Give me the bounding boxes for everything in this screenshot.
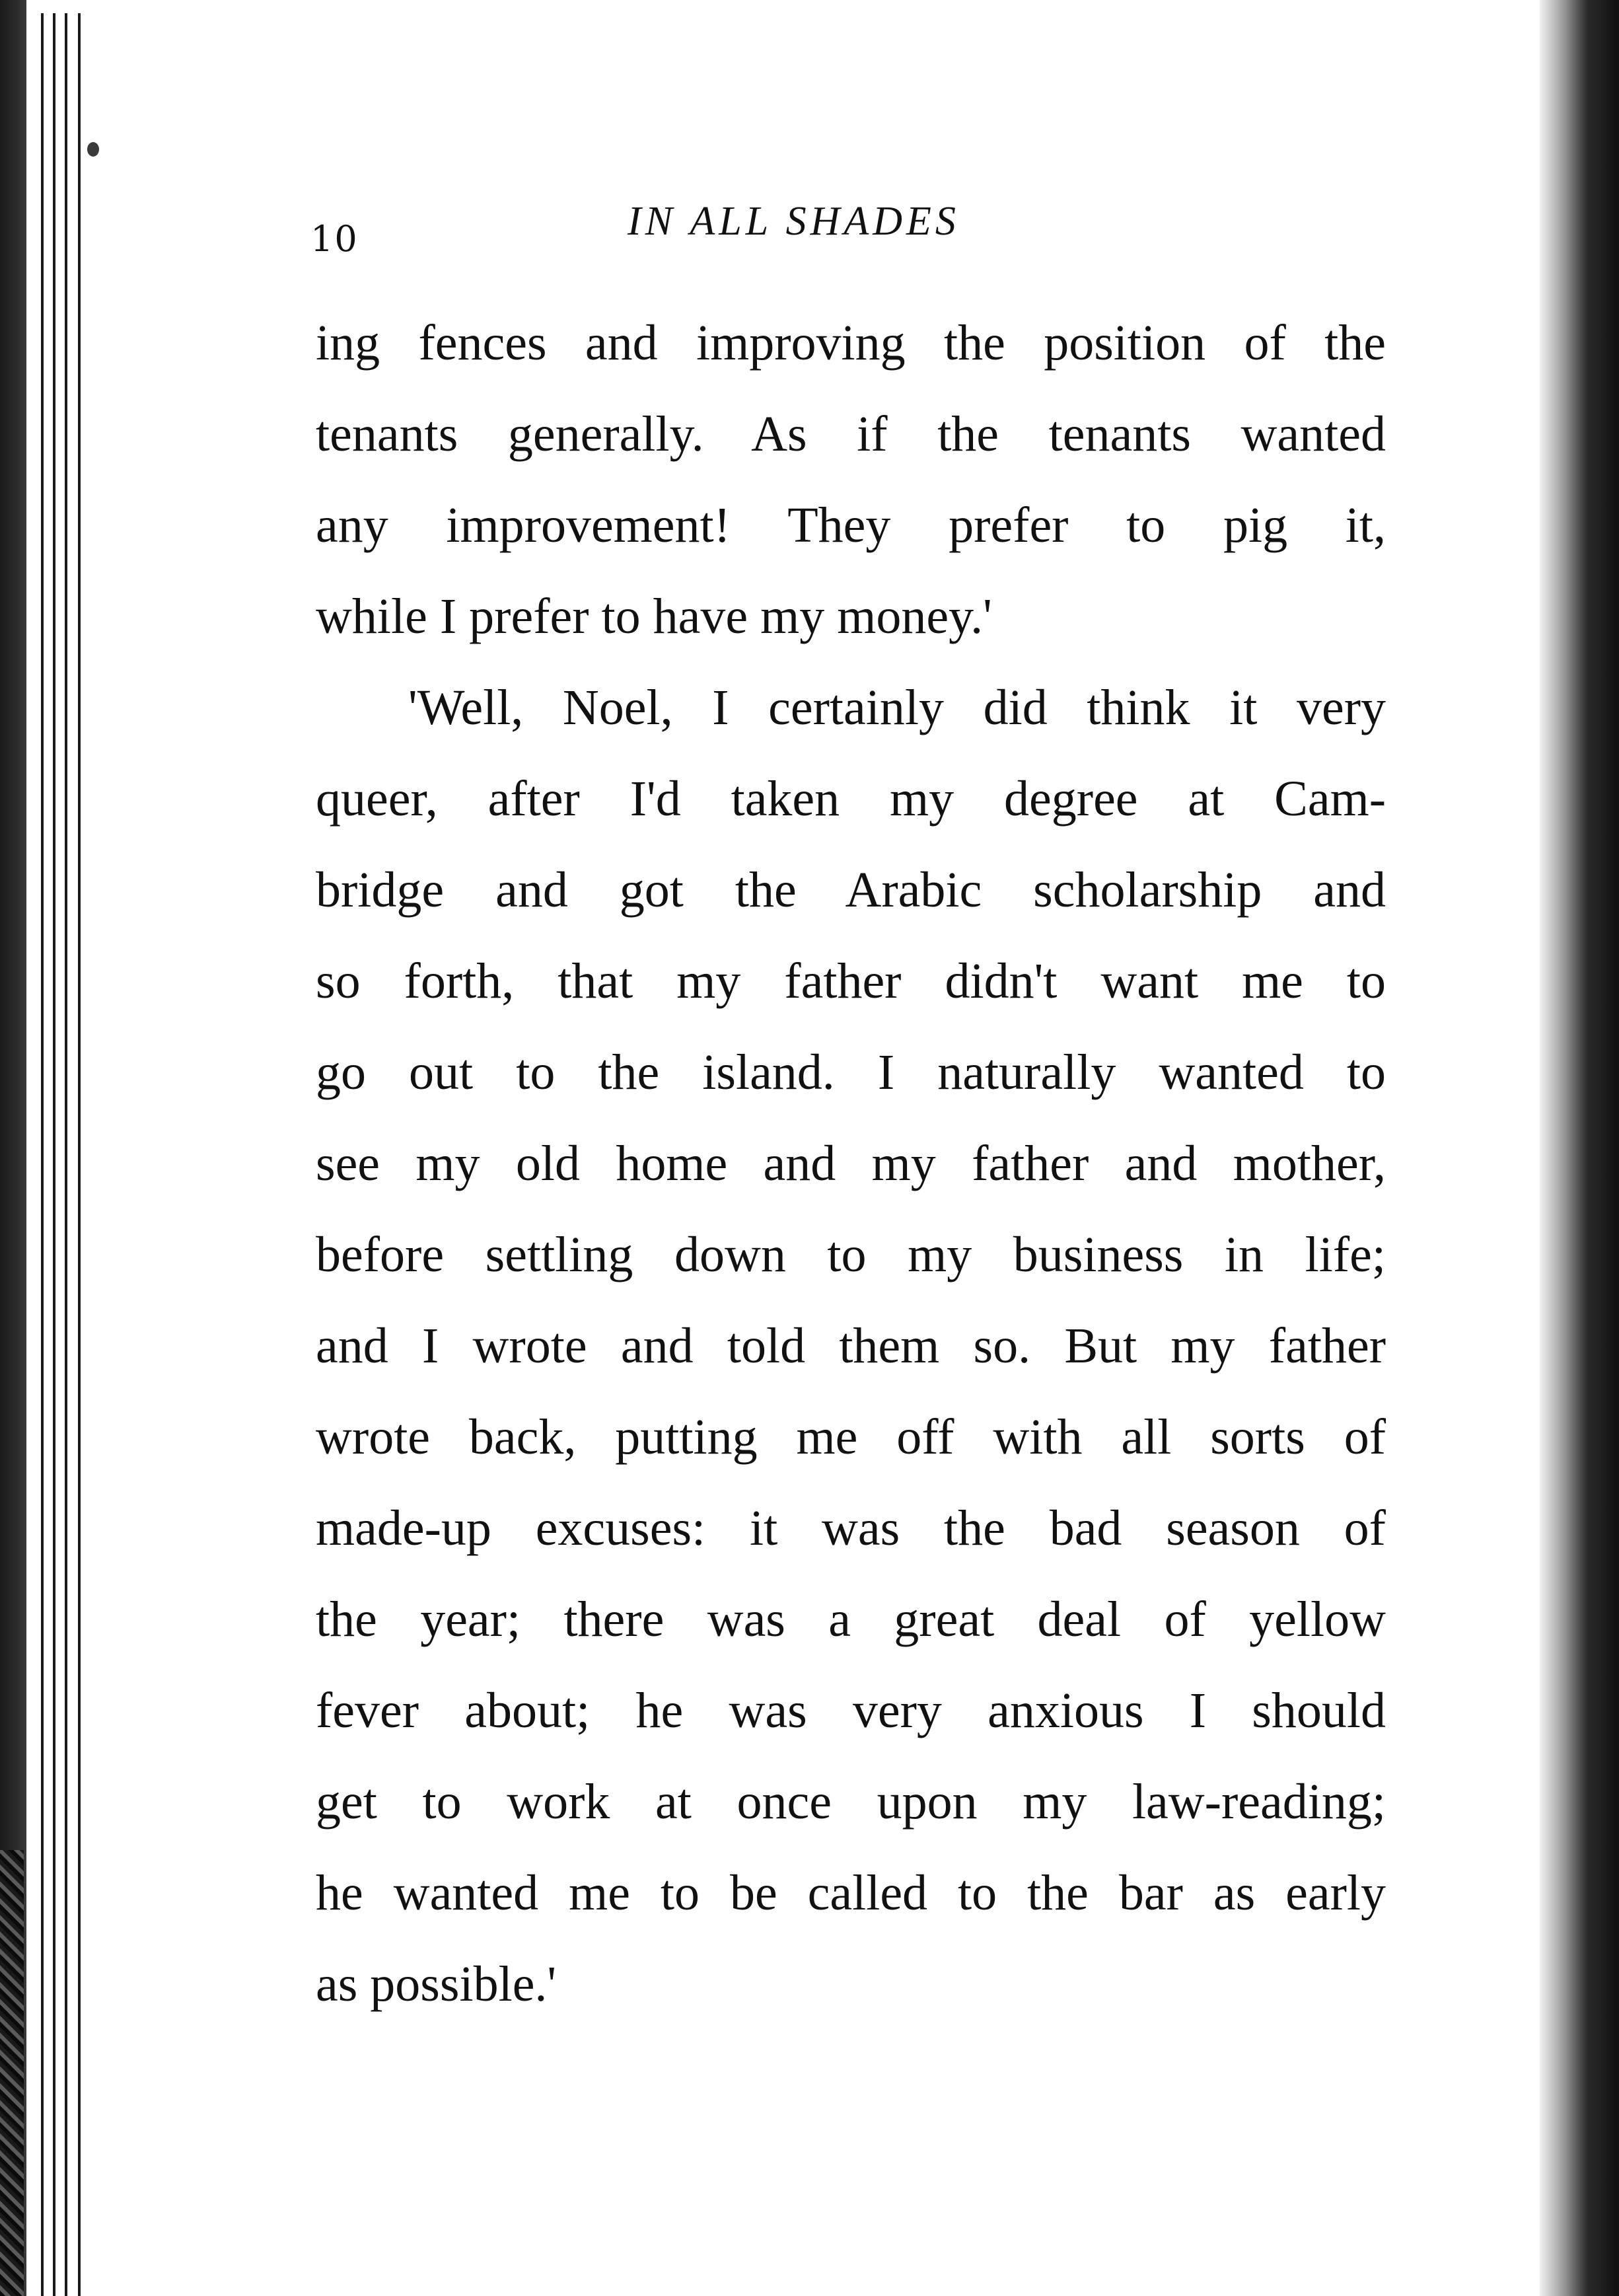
paragraph-2 (316, 662, 1386, 2030)
text-line: and I wrote and told them so. But my father (316, 1318, 1386, 1374)
running-title: IN ALL SHADES (628, 199, 960, 244)
binding-texture (0, 1850, 24, 2296)
text-line: wrote back, putting me off with all sorts of (316, 1409, 1386, 1465)
page-header (310, 198, 1367, 258)
body-text (316, 297, 1386, 2030)
page-number: 10 (310, 218, 359, 260)
text-line: go out to the island. I naturally wanted to (316, 1045, 1386, 1100)
text-line: made-up excuses: it was the bad season of (316, 1500, 1386, 1556)
text-line: he wanted me to be called to the bar as early (316, 1865, 1386, 1921)
text-line: while I prefer to have my money.' (316, 589, 992, 644)
page-edge-line (65, 13, 67, 2296)
page-edge-line (41, 13, 44, 2296)
text-line: see my old home and my father and mother, (316, 1136, 1386, 1191)
text-line: any improvement! They prefer to pig it, (316, 498, 1386, 553)
ink-spot (87, 142, 99, 157)
text-line: as possible.' (316, 1956, 557, 2012)
text-line: ing fences and improving the position of the (316, 315, 1386, 371)
gutter-shadow (1540, 0, 1619, 2296)
text-line: so forth, that my father didn't want me to (316, 953, 1386, 1009)
text-line: fever about; he was very anxious I should (316, 1683, 1386, 1738)
page-edge-line (53, 13, 55, 2296)
text-line: the year; there was a great deal of yellow (316, 1592, 1386, 1647)
text-line: get to work at once upon my law-reading; (316, 1774, 1386, 1830)
text-line: 'Well, Noel, I certainly did think it very (408, 680, 1386, 735)
page-edges (0, 0, 99, 2296)
text-line: tenants generally. As if the tenants wanted (316, 406, 1386, 462)
paragraph-1 (316, 297, 1386, 662)
text-line: bridge and got the Arabic scholarship and (316, 862, 1386, 918)
text-line: before settling down to my business in life; (316, 1227, 1386, 1282)
page-edge-line (78, 13, 81, 2296)
text-line: queer, after I'd taken my degree at Cam- (316, 771, 1386, 827)
